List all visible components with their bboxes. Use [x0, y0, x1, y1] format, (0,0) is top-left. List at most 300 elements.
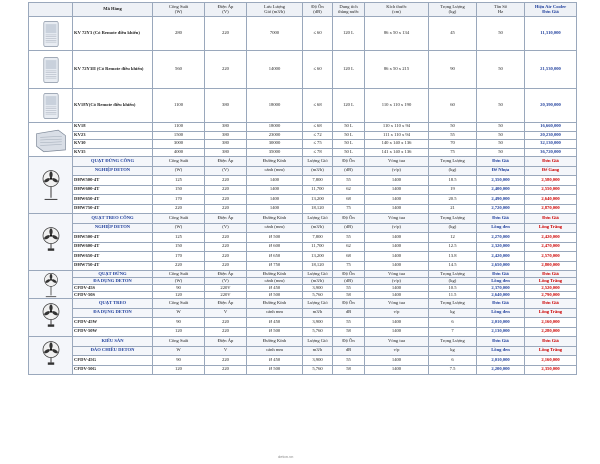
table-cell: 12 [429, 233, 477, 243]
table-cell: 21 [429, 204, 477, 214]
table-cell: 23000 [247, 131, 303, 140]
table-cell: 1400 [365, 252, 429, 262]
table-cell: 30000 [247, 140, 303, 149]
table-cell: 2,270,000 [477, 233, 525, 243]
table-cell: 2,400,000 [477, 185, 525, 195]
product-name: DHW650-4T [73, 252, 153, 262]
table-cell: 220 [205, 185, 247, 195]
table-cell: 58 [333, 327, 365, 337]
table-cell: 1500 [153, 131, 205, 140]
column-header: Đường Kính [247, 157, 303, 167]
table-row [29, 356, 577, 366]
table-row [29, 17, 577, 51]
table-cell: 1400 [365, 242, 429, 252]
table-cell: 150 [153, 242, 205, 252]
table-cell: Ø 600 [247, 242, 303, 252]
table-cell: Ø 500 [247, 327, 303, 337]
table-cell: 18,120 [303, 261, 333, 271]
table-cell: 12.5 [429, 242, 477, 252]
section-title: ĐA DỤNG DETON [73, 278, 153, 285]
table-row [29, 140, 577, 149]
column-header: Lồng Trắng [525, 308, 577, 318]
table-cell: 35000 [247, 148, 303, 157]
table-cell: 220 [153, 261, 205, 271]
table-cell: 75 [333, 204, 365, 214]
table-cell: 125 [153, 176, 205, 186]
column-header: Công Suất [153, 337, 205, 347]
table-cell: 11,700 [303, 185, 333, 195]
table-cell: 7000 [247, 17, 303, 51]
column-header: (v/p) [365, 166, 429, 176]
table-row [29, 51, 577, 89]
product-name: DHW500-4T [73, 233, 153, 243]
product-name: CFDV-45G [73, 356, 153, 366]
table-cell: 220 [205, 195, 247, 205]
product-name: DHW750-4T [73, 261, 153, 271]
column-header: Đơn Giá [525, 271, 577, 278]
table-cell: 1400 [365, 176, 429, 186]
table-cell: 70 [429, 140, 477, 149]
table-cell: 13,200 [303, 252, 333, 262]
table-cell: 90 [429, 51, 477, 89]
column-header: Điện Áp [205, 337, 247, 347]
table-cell: 90 [153, 285, 205, 292]
table-cell: 5,760 [303, 327, 333, 337]
table-cell: 2,720,000 [477, 204, 525, 214]
column-header: Độ Ồn [333, 299, 365, 309]
column-header: Đơn Giá [525, 299, 577, 309]
column-header: (V) [205, 278, 247, 285]
table-cell: 1400 [247, 195, 303, 205]
table-cell: 55 [333, 285, 365, 292]
table-cell: 2,570,000 [525, 252, 577, 262]
table-cell: 140 x 140 x 136 [365, 140, 429, 149]
column-header: Độ Ồn [333, 271, 365, 278]
table-cell: 220 [205, 17, 247, 51]
table-cell: 62 [333, 242, 365, 252]
table-cell: 20,390,000 [525, 89, 577, 123]
column-header: Trọng Lượng [429, 271, 477, 278]
table-cell: 220 [205, 365, 247, 375]
section-title: ĐẢO CHIỀU DETON [73, 346, 153, 356]
table-cell: 55 [333, 176, 365, 186]
table-cell: Ø 650 [247, 252, 303, 262]
table-cell: 6 [429, 356, 477, 366]
table-cell: 50 L [333, 123, 365, 132]
table-cell: 18000 [247, 89, 303, 123]
table-cell: 2,350,000 [477, 176, 525, 186]
product-name: KV18 [73, 123, 153, 132]
table-cell: 32,130,000 [525, 140, 577, 149]
column-header: (m3/h) [303, 166, 333, 176]
table-cell: 2,470,000 [525, 242, 577, 252]
table-cell: 75 [429, 148, 477, 157]
table-cell: 2,640,000 [477, 292, 525, 299]
column-header: Điện Áp [205, 157, 247, 167]
column-header: cánh (mm) [247, 278, 303, 285]
table-cell: 11,310,000 [525, 17, 577, 51]
product-name: KV23 [73, 131, 153, 140]
table-cell: 58 [333, 292, 365, 299]
table-cell: 125 [153, 233, 205, 243]
table-cell: 20,230,000 [525, 131, 577, 140]
table-cell: 50 L [333, 131, 365, 140]
table-cell: 2,160,000 [525, 356, 577, 366]
table-cell: 21,530,000 [525, 51, 577, 89]
table-cell: 68 [333, 195, 365, 205]
table-cell: 18.5 [429, 176, 477, 186]
table-cell: 86 x 50 x 215 [365, 51, 429, 89]
table-row [29, 365, 577, 375]
table-cell: 3,900 [303, 318, 333, 328]
column-header: Đơn Giá [477, 337, 525, 347]
table-cell: 120 L [333, 89, 365, 123]
table-cell: 2,550,000 [525, 185, 577, 195]
table-cell: 220 [205, 242, 247, 252]
table-cell: 2,420,000 [477, 252, 525, 262]
section-title: QUẠT TREO [73, 299, 153, 309]
column-header: kg [429, 308, 477, 318]
column-header: Đế Nhựa [477, 166, 525, 176]
table-cell: 86 x 50 x 134 [365, 17, 429, 51]
table-row [29, 123, 577, 132]
table-cell: 55 [333, 233, 365, 243]
column-header: (v/p) [365, 278, 429, 285]
column-header: kg [429, 346, 477, 356]
table-cell: 1400 [365, 261, 429, 271]
table-cell: 220 [205, 318, 247, 328]
column-header: Mã Hàng [73, 3, 153, 17]
table-cell: 220V [205, 292, 247, 299]
table-cell: 380 [205, 140, 247, 149]
column-header: Lồng đen [477, 278, 525, 285]
column-header: Đơn Giá [477, 214, 525, 224]
table-cell: 50 L [333, 148, 365, 157]
column-header: Vòng tua [365, 214, 429, 224]
table-row [29, 223, 577, 233]
column-header: cánh (mm) [247, 166, 303, 176]
column-header: Vòng tua [365, 157, 429, 167]
table-cell: 1400 [365, 185, 429, 195]
table-cell: 2,520,000 [525, 285, 577, 292]
table-row [29, 285, 577, 292]
table-row [29, 166, 577, 176]
section-title: KIỂU SẢN [73, 337, 153, 347]
table-cell: 380 [205, 123, 247, 132]
column-header: (m3/h) [303, 223, 333, 233]
product-name: CFDV-50S [73, 292, 153, 299]
table-cell: 380 [205, 89, 247, 123]
column-header: Trọng Lượng [429, 337, 477, 347]
table-cell: 170 [153, 195, 205, 205]
table-cell: 120 L [333, 51, 365, 89]
table-cell: 1100 [153, 89, 205, 123]
table-cell: 50 [429, 123, 477, 132]
column-header: Trọng Lượng [429, 214, 477, 224]
column-header: m3/h [303, 308, 333, 318]
column-header: Công Suất [153, 299, 205, 309]
table-cell: 2,010,000 [477, 318, 525, 328]
table-cell: 220 [205, 356, 247, 366]
column-header: (W) [153, 166, 205, 176]
column-header: Trọng Lượng (kg) [429, 3, 477, 17]
column-header: Dung tích thùng nước [333, 3, 365, 17]
table-cell: 36,720,000 [525, 148, 577, 157]
section-title: QUẠT TREO CÔNG [73, 214, 153, 224]
table-cell: 2,200,000 [477, 365, 525, 375]
table-row [29, 195, 577, 205]
section-title: NGHIỆP DETON [73, 223, 153, 233]
table-cell: 220 [205, 327, 247, 337]
table-cell: ≤ 60 [303, 51, 333, 89]
column-header: Độ Ồn [333, 157, 365, 167]
table-row [29, 3, 577, 17]
table-cell: Ø 450 [247, 285, 303, 292]
table-cell: 75 [333, 261, 365, 271]
column-header: Đơn Giá [477, 299, 525, 309]
column-header: Đế Gang [525, 166, 577, 176]
table-cell: 220 [205, 176, 247, 186]
table-cell: 20.5 [429, 195, 477, 205]
table-row [29, 261, 577, 271]
table-row [29, 242, 577, 252]
column-header: Lồng Trắng [525, 346, 577, 356]
column-header: Đường Kính [247, 337, 303, 347]
column-header: Trọng Lượng [429, 299, 477, 309]
column-header: Đơn Giá [525, 337, 577, 347]
column-header: W [153, 308, 205, 318]
column-header: Lượng Gió [303, 271, 333, 278]
column-header: (m3/h) [303, 278, 333, 285]
column-header: Công Suất [153, 271, 205, 278]
table-cell: 2,130,000 [477, 327, 525, 337]
table-row [29, 176, 577, 186]
column-header: Đơn Giá [477, 271, 525, 278]
table-cell: 560 [153, 51, 205, 89]
column-header: Công Suất [153, 157, 205, 167]
table-cell: 16,660,000 [525, 123, 577, 132]
table-cell: 1400 [365, 204, 429, 214]
table-cell: 13,200 [303, 195, 333, 205]
table-cell: Ø 500 [247, 365, 303, 375]
table-cell: 11.5 [429, 292, 477, 299]
table-cell: 5,760 [303, 292, 333, 299]
column-header: (W) [153, 278, 205, 285]
column-header: Điện Áp [205, 214, 247, 224]
column-header: V [205, 346, 247, 356]
product-name: CFDV-45W [73, 318, 153, 328]
image-cell [29, 3, 73, 17]
table-row [29, 346, 577, 356]
column-header: (kg) [429, 278, 477, 285]
product-name: DHW600-4T [73, 185, 153, 195]
table-cell: 50 [477, 140, 525, 149]
table-row [29, 89, 577, 123]
column-header: Lưu Lượng Gió (m3/h) [247, 3, 303, 17]
table-cell: 220 [153, 204, 205, 214]
table-row [29, 233, 577, 243]
table-row [29, 292, 577, 299]
table-cell: 1400 [365, 365, 429, 375]
column-header: (kg) [429, 166, 477, 176]
table-cell: Ø 450 [247, 356, 303, 366]
table-cell: 120 [153, 365, 205, 375]
column-header: Đơn Giá [525, 214, 577, 224]
product-name: KV35 [73, 148, 153, 157]
table-cell: 2,350,000 [525, 365, 577, 375]
product-name: KV30 [73, 140, 153, 149]
table-row [29, 214, 577, 224]
column-header: Lượng Gió [303, 214, 333, 224]
column-header: Vòng tua [365, 271, 429, 278]
column-header: Điện Áp [205, 271, 247, 278]
table-cell: 1400 [365, 285, 429, 292]
table-cell: 68 [333, 252, 365, 262]
table-cell: 7 [429, 327, 477, 337]
table-cell: 55 [333, 318, 365, 328]
table-cell: 1400 [365, 195, 429, 205]
table-cell: Ø 500 [247, 233, 303, 243]
column-header: Lồng đen [477, 223, 525, 233]
table-cell: 55 [429, 131, 477, 140]
table-cell: 3000 [153, 140, 205, 149]
table-cell: 7,800 [303, 176, 333, 186]
table-cell: 150 [153, 185, 205, 195]
column-header: Độ Ồn [333, 337, 365, 347]
column-header: Hiệu Air Cooler Đơn Giá [525, 3, 577, 17]
column-header: m3/h [303, 346, 333, 356]
product-name: DHW750-4T [73, 204, 153, 214]
table-cell: 7,800 [303, 233, 333, 243]
section-title: QUẠT ĐỨNG CÔNG [73, 157, 153, 167]
table-cell: 90 [153, 318, 205, 328]
product-name: KV18Y(Có Remote điều khiển) [73, 89, 153, 123]
table-cell: 111 x 110 x 94 [365, 131, 429, 140]
table-cell: 2,640,000 [525, 195, 577, 205]
column-header: v/p [365, 346, 429, 356]
table-cell: ≤ 75 [303, 140, 333, 149]
table-cell: 2,320,000 [477, 242, 525, 252]
table-cell: 18,120 [303, 204, 333, 214]
table-row [29, 185, 577, 195]
table-cell: 18000 [247, 123, 303, 132]
product-name: DHW600-4T [73, 242, 153, 252]
table-cell: 50 [477, 51, 525, 89]
table-cell: 220 [205, 204, 247, 214]
table-cell: 3,900 [303, 285, 333, 292]
table-cell: 1400 [247, 185, 303, 195]
table-cell: 2,160,000 [525, 318, 577, 328]
column-header: Lượng Gió [303, 299, 333, 309]
table-cell: ≤ 68 [303, 89, 333, 123]
table-cell: 220 [205, 252, 247, 262]
table-cell: 50 [477, 89, 525, 123]
table-cell: 13.8 [429, 252, 477, 262]
table-cell: 170 [153, 252, 205, 262]
cooler-image [29, 17, 73, 51]
table-cell: 2,800,000 [525, 261, 577, 271]
table-row [29, 337, 577, 347]
fan-image [29, 299, 73, 337]
table-cell: 45 [429, 17, 477, 51]
table-cell: 120 [153, 292, 205, 299]
column-header: (W) [153, 223, 205, 233]
table-cell: 120 [153, 327, 205, 337]
table-cell: 62 [333, 185, 365, 195]
fan-image [29, 157, 73, 214]
table-cell: 11,700 [303, 242, 333, 252]
table-cell: 50 [477, 123, 525, 132]
product-name: DHW500-4T [73, 176, 153, 186]
table-cell: 1400 [247, 204, 303, 214]
table-cell: 2,420,000 [525, 233, 577, 243]
table-row [29, 157, 577, 167]
section-title: NGHIỆP DETON [73, 166, 153, 176]
column-header: Vòng tua [365, 299, 429, 309]
table-cell: 55 [333, 356, 365, 366]
table-cell: 50 L [333, 140, 365, 149]
column-header: (kg) [429, 223, 477, 233]
table-cell: ≤ 72 [303, 131, 333, 140]
table-row [29, 318, 577, 328]
table-cell: 220 [205, 51, 247, 89]
column-header: dB [333, 346, 365, 356]
table-cell: 1400 [365, 292, 429, 299]
table-cell: 1400 [365, 356, 429, 366]
column-header: Đơn Giá [477, 157, 525, 167]
table-row [29, 148, 577, 157]
table-cell: 3,900 [303, 356, 333, 366]
column-header: Công Suất (W) [153, 3, 205, 17]
column-header: (V) [205, 223, 247, 233]
column-header: (dB) [333, 278, 365, 285]
table-row [29, 327, 577, 337]
column-header: Lồng Trắng [525, 278, 577, 285]
table-cell: 220 [205, 233, 247, 243]
cooler-image [29, 51, 73, 89]
column-header: Độ Ồn (dB) [303, 3, 333, 17]
table-cell: 60 [429, 89, 477, 123]
column-header: Kích thước (cm) [365, 3, 429, 17]
column-header: Đường Kính [247, 299, 303, 309]
footer-text: deton.vn [278, 454, 294, 459]
table-cell: 90 [153, 356, 205, 366]
table-cell: 14.5 [429, 261, 477, 271]
table-cell: 58 [333, 365, 365, 375]
column-header: W [153, 346, 205, 356]
table-cell: 2,010,000 [477, 356, 525, 366]
table-cell: 10.5 [429, 285, 477, 292]
table-cell: 1400 [365, 318, 429, 328]
product-name: KV 72Y3 (Có Remote điều khiển) [73, 17, 153, 51]
table-row [29, 204, 577, 214]
table-cell: 1400 [247, 176, 303, 186]
column-header: cánh mm [247, 308, 303, 318]
column-header: (V) [205, 166, 247, 176]
table-cell: 19 [429, 185, 477, 195]
column-header: Đường Kính [247, 271, 303, 278]
table-cell: 2,650,000 [477, 261, 525, 271]
table-row [29, 278, 577, 285]
table-cell: 110 x 110 x 94 [365, 123, 429, 132]
table-cell: 5,760 [303, 365, 333, 375]
product-name: CFDV-45S [73, 285, 153, 292]
fan-image [29, 214, 73, 271]
cooler-image [29, 89, 73, 123]
column-header: Trọng Lượng [429, 157, 477, 167]
industrial-cooler-image [29, 123, 73, 157]
table-cell: Ø 500 [247, 292, 303, 299]
